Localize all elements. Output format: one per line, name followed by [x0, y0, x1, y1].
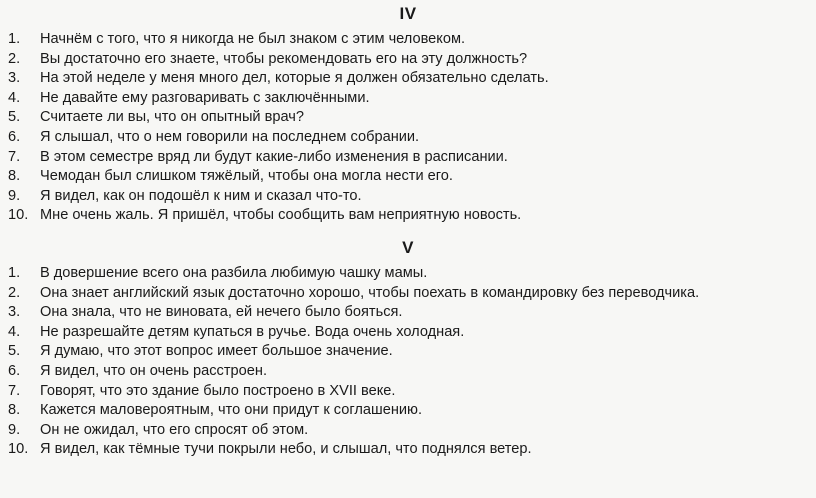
item-number: 1.	[8, 31, 21, 47]
item-number: 5.	[8, 343, 21, 360]
item-number: 7.	[8, 148, 21, 165]
item-text: Он не ожидал, что его спросят об этом.	[40, 421, 309, 438]
item-number: 8.	[8, 402, 21, 419]
item-text: Не разрешайте детям купаться в ручье. Вода очень холодная.	[40, 323, 465, 340]
item-text: Мне очень жаль. Я пришёл, чтобы сообщить вам неприятную новость.	[40, 207, 522, 224]
item-text: Я видел, как тёмные тучи покрыли небо, и слышал, что поднялся ветер.	[40, 441, 532, 458]
item-text: Я видел, как он подошёл к ним и сказал что-то.	[40, 187, 362, 204]
item-text: В этом семестре вряд ли будут какие-либо изменения в расписании.	[40, 148, 508, 165]
item-text: Не давайте ему разговаривать с заключёнными.	[40, 89, 370, 106]
item-number: 4.	[8, 89, 21, 106]
item-text: Она знала, что не виновата, ей нечего было бояться.	[40, 304, 403, 321]
section-heading-v: V	[402, 238, 414, 257]
item-number: 4.	[8, 323, 21, 340]
item-text: Считаете ли вы, что он опытный врач?	[40, 109, 305, 126]
item-number: 3.	[8, 70, 21, 87]
section-heading-iv: IV	[399, 4, 417, 23]
item-text: Я видел, что он очень расстроен.	[40, 362, 268, 379]
item-number: 8.	[8, 168, 21, 185]
item-text: Кажется маловероятным, что они придут к соглашению.	[40, 402, 423, 419]
item-text: Чемодан был слишком тяжёлый, чтобы она могла нести его.	[40, 168, 453, 185]
item-text: Я думаю, что этот вопрос имеет большое значение.	[40, 343, 393, 360]
item-text: Говорят, что это здание было построено в XVII веке.	[40, 382, 396, 399]
item-number: 6.	[8, 128, 21, 145]
item-number: 9.	[8, 187, 21, 204]
item-number: 10.	[8, 441, 29, 458]
item-text: В довершение всего она разбила любимую чашку мамы.	[40, 265, 428, 281]
item-text: На этой неделе у меня много дел, которые я должен обязательно сделать.	[40, 70, 549, 87]
item-number: 5.	[8, 109, 21, 126]
item-number: 6.	[8, 362, 21, 379]
item-number: 3.	[8, 304, 21, 321]
item-number: 2.	[8, 50, 21, 67]
item-number: 10.	[8, 207, 29, 224]
item-number: 9.	[8, 421, 21, 438]
item-text: Начнём с того, что я никогда не был знаком с этим человеком.	[40, 31, 466, 47]
item-text: Она знает английский язык достаточно хорошо, чтобы поехать в командировку без переводчика.	[40, 284, 700, 301]
item-text: Я слышал, что о нем говорили на последнем собрании.	[40, 128, 420, 145]
item-number: 7.	[8, 382, 21, 399]
item-text: Вы достаточно его знаете, чтобы рекомендовать его на эту должность?	[40, 50, 528, 67]
item-number: 1.	[8, 265, 21, 281]
item-number: 2.	[8, 284, 21, 301]
